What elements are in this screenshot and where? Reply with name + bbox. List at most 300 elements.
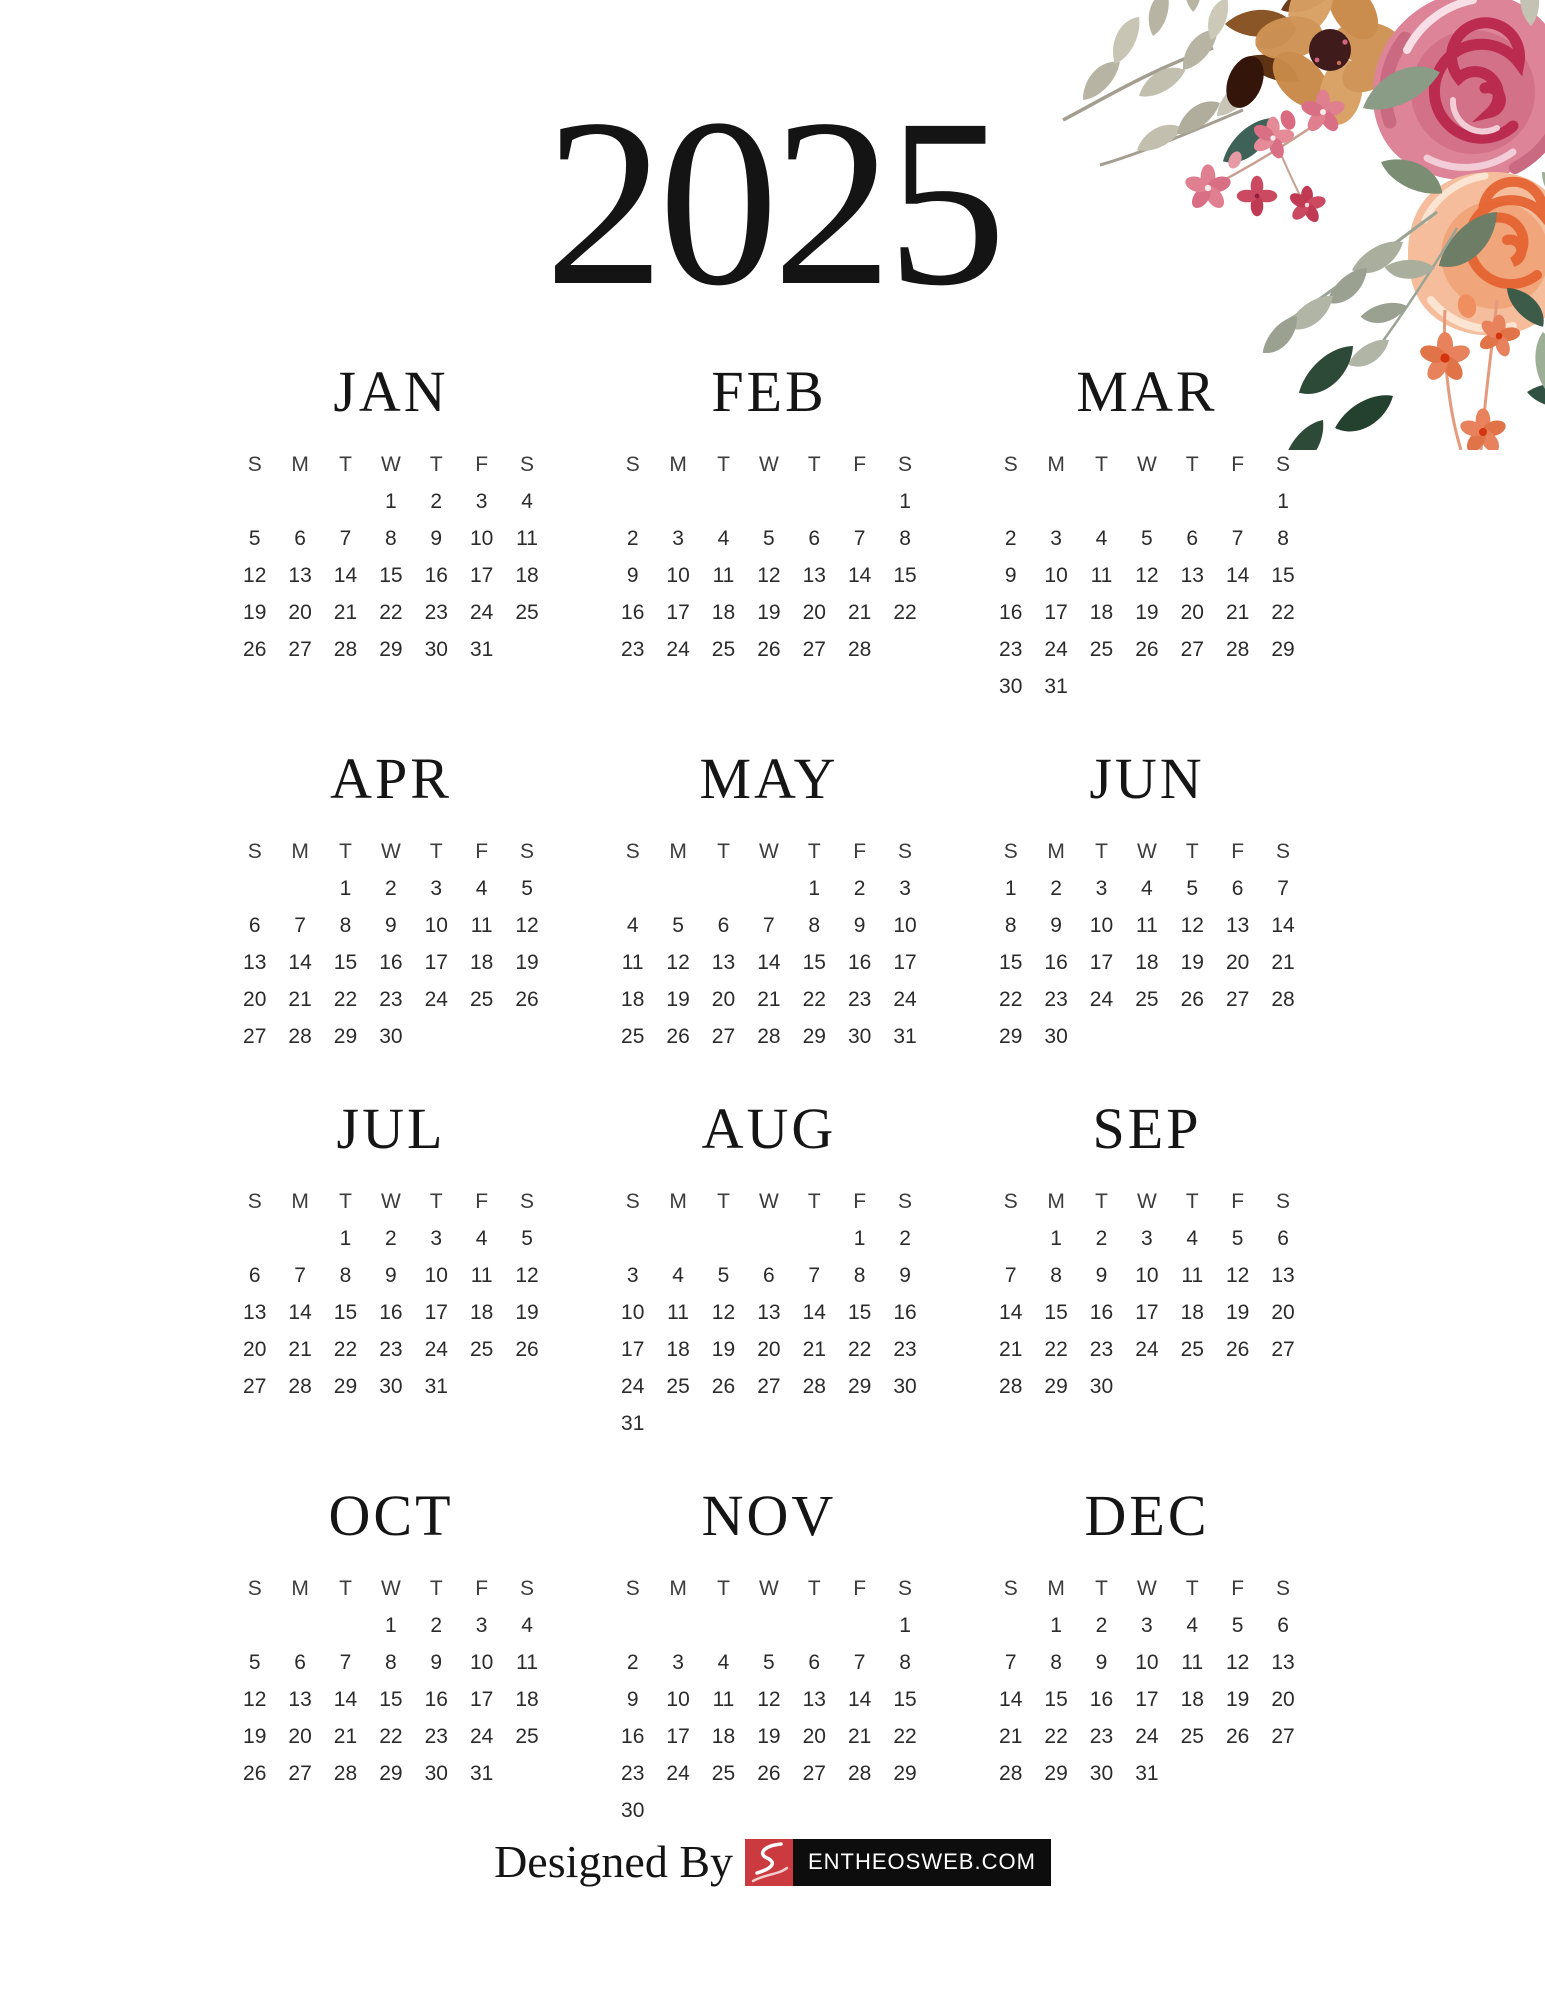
weekday-header: F <box>475 1189 489 1213</box>
day-cell: 25 <box>1180 1724 1204 1748</box>
day-cell: 14 <box>288 1300 312 1324</box>
day-cell: 15 <box>333 950 358 974</box>
day-cell: 20 <box>802 600 826 624</box>
day-cell-empty <box>610 483 655 520</box>
day-cell: 6 <box>1231 876 1244 900</box>
day-cell: 17 <box>424 950 448 974</box>
day-cell: 22 <box>1271 600 1295 624</box>
day-cell: 22 <box>379 600 403 624</box>
weekday-header: W <box>1136 1189 1157 1213</box>
day-cell: 20 <box>288 600 312 624</box>
day-cell-empty <box>232 870 277 907</box>
month-title: FEB <box>711 359 827 424</box>
month-title: JAN <box>333 359 449 424</box>
day-cell: 13 <box>757 1300 781 1324</box>
day-cell-empty <box>1260 1755 1305 1792</box>
day-cell: 19 <box>515 1300 539 1324</box>
day-cell: 16 <box>1089 1687 1114 1711</box>
day-cell: 22 <box>333 987 358 1011</box>
day-cell-empty <box>746 1792 791 1829</box>
day-cell: 27 <box>802 1761 826 1785</box>
weekday-header: W <box>758 1189 779 1213</box>
day-cell: 2 <box>1095 1613 1108 1637</box>
weekday-header: M <box>1047 1576 1065 1600</box>
day-cell-empty <box>1079 483 1124 520</box>
day-cell: 27 <box>288 637 312 661</box>
day-cell: 10 <box>621 1300 645 1324</box>
day-cell: 10 <box>666 1687 690 1711</box>
day-cell: 2 <box>626 526 639 550</box>
day-cell: 13 <box>802 563 826 587</box>
day-cell: 27 <box>757 1374 781 1398</box>
day-cell-empty <box>746 1607 791 1644</box>
day-cell: 3 <box>1141 1226 1153 1250</box>
weekday-header: F <box>853 839 867 863</box>
day-cell: 13 <box>1180 563 1204 587</box>
day-cell: 7 <box>339 1650 352 1674</box>
day-cell: 8 <box>1004 913 1017 937</box>
day-cell: 17 <box>424 1300 448 1324</box>
day-cell: 1 <box>1050 1226 1062 1250</box>
day-cell: 21 <box>333 1724 358 1748</box>
month-title: MAR <box>1076 359 1218 424</box>
weekday-header: M <box>1047 1189 1065 1213</box>
day-cell: 17 <box>666 1724 690 1748</box>
day-cell-empty <box>655 870 700 907</box>
day-cell: 31 <box>469 637 494 661</box>
day-cell-empty <box>655 1607 700 1644</box>
day-cell: 27 <box>243 1374 267 1398</box>
day-cell: 9 <box>430 526 443 550</box>
day-cell: 29 <box>1271 637 1295 661</box>
weekday-header: S <box>1003 1189 1018 1213</box>
day-cell: 24 <box>424 1337 448 1361</box>
weekday-header: S <box>625 452 640 476</box>
day-cell-empty <box>277 483 322 520</box>
day-cell: 8 <box>339 1263 352 1287</box>
day-cell: 8 <box>853 1263 866 1287</box>
day-cell: 4 <box>672 1263 684 1287</box>
day-cell: 25 <box>469 987 494 1011</box>
day-cell-empty <box>746 1220 791 1257</box>
day-cell: 3 <box>1095 876 1108 900</box>
day-cell-empty <box>1215 1018 1260 1055</box>
month-block <box>988 746 1306 1055</box>
day-cell-empty <box>792 1405 837 1442</box>
day-cell: 18 <box>1089 600 1114 624</box>
weekday-header: S <box>520 452 535 476</box>
day-cell: 30 <box>379 1374 403 1398</box>
day-cell: 5 <box>248 526 261 550</box>
day-cell: 9 <box>899 1263 911 1287</box>
day-cell: 15 <box>802 950 826 974</box>
month-title: NOV <box>701 1483 837 1548</box>
day-cell: 30 <box>1089 1761 1114 1785</box>
day-cell: 1 <box>1050 1613 1062 1637</box>
day-cell: 29 <box>1044 1761 1068 1785</box>
weekday-header: S <box>1003 452 1018 476</box>
month-table <box>232 446 550 668</box>
day-cell: 4 <box>475 876 488 900</box>
weekday-header: M <box>291 839 309 863</box>
day-cell-empty <box>792 483 837 520</box>
weekday-header: S <box>1276 1189 1291 1213</box>
day-cell: 13 <box>243 950 267 974</box>
weekday-header: T <box>429 839 443 863</box>
day-cell: 5 <box>1231 1613 1244 1637</box>
weekday-header: F <box>853 1189 867 1213</box>
entheosweb-swoosh-icon <box>745 1839 793 1886</box>
day-cell: 15 <box>847 1300 872 1324</box>
day-cell: 14 <box>802 1300 826 1324</box>
day-cell: 6 <box>808 526 821 550</box>
day-cell: 9 <box>853 913 866 937</box>
day-cell: 25 <box>1135 987 1159 1011</box>
month-block <box>988 1483 1306 1829</box>
day-cell: 16 <box>424 563 448 587</box>
day-cell: 17 <box>469 563 494 587</box>
day-cell: 28 <box>1225 637 1250 661</box>
day-cell: 10 <box>1135 1650 1159 1674</box>
weekday-header: M <box>1047 839 1065 863</box>
weekday-header: T <box>1185 1189 1199 1213</box>
day-cell-empty <box>277 1220 322 1257</box>
day-cell: 20 <box>757 1337 781 1361</box>
day-cell: 23 <box>893 1337 917 1361</box>
day-cell: 28 <box>847 637 872 661</box>
day-cell: 30 <box>1089 1374 1114 1398</box>
day-cell: 29 <box>1044 1374 1068 1398</box>
day-cell: 4 <box>1186 1226 1199 1250</box>
day-cell: 21 <box>847 1724 872 1748</box>
day-cell: 23 <box>621 637 645 661</box>
day-cell: 12 <box>666 950 690 974</box>
weekday-header: S <box>247 1189 262 1213</box>
day-cell: 29 <box>847 1374 872 1398</box>
day-cell: 23 <box>1089 1337 1114 1361</box>
weekday-header: F <box>475 839 489 863</box>
day-cell: 11 <box>1181 1650 1204 1674</box>
day-cell: 17 <box>621 1337 645 1361</box>
weekday-header: M <box>291 1576 309 1600</box>
day-cell-empty <box>504 1018 549 1055</box>
day-cell: 18 <box>621 987 645 1011</box>
weekday-header: W <box>758 839 779 863</box>
day-cell-empty <box>414 1018 459 1055</box>
day-cell: 16 <box>999 600 1023 624</box>
day-cell: 15 <box>1044 1687 1068 1711</box>
day-cell: 11 <box>621 950 644 974</box>
day-cell: 25 <box>1180 1337 1204 1361</box>
day-cell: 17 <box>1135 1687 1159 1711</box>
day-cell-empty <box>459 1018 504 1055</box>
weekday-header: T <box>339 839 352 863</box>
day-cell-empty <box>655 1792 700 1829</box>
month-table <box>232 1570 550 1792</box>
entheosweb-wordmark <box>793 1839 1051 1886</box>
day-cell: 15 <box>1271 563 1295 587</box>
month-table <box>610 446 928 668</box>
weekday-header: S <box>625 1189 640 1213</box>
day-cell-empty <box>610 1607 655 1644</box>
day-cell: 14 <box>1225 563 1250 587</box>
day-cell: 1 <box>339 876 352 900</box>
day-cell: 16 <box>424 1687 448 1711</box>
weekday-header: S <box>898 1189 913 1213</box>
weekday-header: M <box>669 452 687 476</box>
day-cell-empty <box>1170 1368 1215 1405</box>
day-cell: 29 <box>379 1761 403 1785</box>
day-cell: 3 <box>672 526 684 550</box>
day-cell-empty <box>1215 1368 1260 1405</box>
day-cell-empty <box>459 1368 504 1405</box>
month-table <box>988 1183 1306 1405</box>
day-cell: 4 <box>717 1650 730 1674</box>
day-cell: 7 <box>853 1650 866 1674</box>
month-block <box>610 359 928 705</box>
day-cell: 16 <box>1089 1300 1114 1324</box>
day-cell: 23 <box>999 637 1023 661</box>
weekday-header: S <box>898 1576 913 1600</box>
day-cell: 18 <box>666 1337 690 1361</box>
day-cell: 19 <box>515 950 539 974</box>
day-cell: 4 <box>1095 526 1108 550</box>
day-cell: 11 <box>1135 913 1158 937</box>
day-cell: 4 <box>717 526 730 550</box>
day-cell: 25 <box>666 1374 690 1398</box>
day-cell-empty <box>610 870 655 907</box>
day-cell-empty <box>792 1607 837 1644</box>
day-cell: 26 <box>1180 987 1204 1011</box>
day-cell: 8 <box>899 526 911 550</box>
day-cell: 20 <box>1271 1687 1295 1711</box>
day-cell: 10 <box>893 913 917 937</box>
day-cell: 16 <box>379 1300 403 1324</box>
day-cell: 25 <box>1089 637 1114 661</box>
weekday-header: T <box>1185 1576 1199 1600</box>
day-cell: 28 <box>847 1761 872 1785</box>
day-cell-empty <box>1170 483 1215 520</box>
weekday-header: F <box>853 452 867 476</box>
day-cell-empty <box>232 1607 277 1644</box>
day-cell: 11 <box>712 563 735 587</box>
month-block <box>232 746 550 1055</box>
day-cell-empty <box>988 483 1033 520</box>
day-cell: 20 <box>711 987 736 1011</box>
day-cell: 9 <box>430 1650 443 1674</box>
day-cell-empty <box>701 1220 746 1257</box>
day-cell: 19 <box>1225 1687 1250 1711</box>
day-cell: 10 <box>424 1263 448 1287</box>
day-cell-empty <box>837 1792 882 1829</box>
day-cell: 14 <box>999 1300 1023 1324</box>
day-cell: 24 <box>666 637 690 661</box>
day-cell: 21 <box>1271 950 1295 974</box>
day-cell: 2 <box>1050 876 1062 900</box>
day-cell-empty <box>701 1792 746 1829</box>
weekday-header: S <box>625 1576 640 1600</box>
day-cell: 10 <box>469 526 494 550</box>
weekday-header: M <box>1047 452 1065 476</box>
day-cell: 19 <box>243 1724 267 1748</box>
day-cell: 5 <box>763 1650 775 1674</box>
day-cell: 31 <box>1135 1761 1159 1785</box>
month-title: DEC <box>1084 1483 1210 1548</box>
month-block <box>232 359 550 705</box>
day-cell: 30 <box>424 637 448 661</box>
day-cell: 8 <box>339 913 352 937</box>
day-cell: 5 <box>717 1263 730 1287</box>
weekday-header: F <box>1231 1189 1245 1213</box>
day-cell: 7 <box>1231 526 1244 550</box>
day-cell: 15 <box>379 563 403 587</box>
entheosweb-logo-text: ENTHEOSWEB.COM <box>808 1849 1036 1874</box>
day-cell: 8 <box>385 1650 397 1674</box>
weekday-header: S <box>898 839 913 863</box>
day-cell: 3 <box>475 1613 488 1637</box>
day-cell: 12 <box>1135 563 1159 587</box>
day-cell: 10 <box>1135 1263 1159 1287</box>
day-cell: 24 <box>621 1374 645 1398</box>
day-cell: 16 <box>621 600 645 624</box>
day-cell-empty <box>792 1792 837 1829</box>
day-cell: 13 <box>1271 1650 1295 1674</box>
day-cell: 18 <box>1135 950 1159 974</box>
weekday-header: W <box>380 1576 401 1600</box>
month-title: JUN <box>1089 746 1205 811</box>
day-cell: 1 <box>339 1226 352 1250</box>
month-table <box>232 1183 550 1405</box>
day-cell: 19 <box>1225 1300 1250 1324</box>
month-title: MAY <box>699 746 839 811</box>
weekday-header: S <box>1276 1576 1291 1600</box>
day-cell: 4 <box>1186 1613 1199 1637</box>
day-cell: 12 <box>515 1263 539 1287</box>
designed-by-text: Designed By <box>494 1836 733 1887</box>
month-table <box>610 1570 928 1829</box>
weekday-header: T <box>1095 1189 1108 1213</box>
day-cell: 24 <box>1089 987 1114 1011</box>
day-cell: 6 <box>1277 1226 1289 1250</box>
day-cell: 26 <box>666 1024 690 1048</box>
day-cell: 27 <box>1180 637 1204 661</box>
weekday-header: T <box>1095 839 1108 863</box>
day-cell: 22 <box>333 1337 358 1361</box>
day-cell: 12 <box>757 1687 781 1711</box>
day-cell-empty <box>882 631 927 668</box>
weekday-header: T <box>807 1576 821 1600</box>
day-cell: 12 <box>757 563 781 587</box>
day-cell: 29 <box>893 1761 917 1785</box>
day-cell-empty <box>882 1405 927 1442</box>
day-cell: 25 <box>711 637 736 661</box>
weekday-header: T <box>1095 1576 1108 1600</box>
day-cell: 3 <box>626 1263 639 1287</box>
day-cell: 18 <box>515 563 539 587</box>
day-cell: 31 <box>893 1024 917 1048</box>
day-cell: 27 <box>288 1761 312 1785</box>
weekday-header: T <box>807 1189 821 1213</box>
day-cell-empty <box>837 1607 882 1644</box>
day-cell: 30 <box>379 1024 403 1048</box>
day-cell: 8 <box>899 1650 911 1674</box>
day-cell: 9 <box>626 1687 639 1711</box>
day-cell: 23 <box>621 1761 645 1785</box>
day-cell-empty <box>1260 668 1305 705</box>
weekday-header: W <box>380 839 401 863</box>
weekday-header: W <box>1136 1576 1157 1600</box>
day-cell-empty <box>746 1405 791 1442</box>
day-cell-empty <box>882 1792 927 1829</box>
day-cell: 5 <box>521 1226 533 1250</box>
day-cell: 5 <box>1186 876 1199 900</box>
day-cell: 1 <box>1277 489 1289 513</box>
day-cell: 17 <box>1089 950 1114 974</box>
weekday-header: M <box>669 839 687 863</box>
weekday-header: T <box>1185 452 1199 476</box>
day-cell: 25 <box>515 600 539 624</box>
weekday-header: T <box>717 1576 730 1600</box>
weekday-header: S <box>1276 452 1291 476</box>
day-cell: 26 <box>1135 637 1159 661</box>
day-cell: 5 <box>1231 1226 1244 1250</box>
day-cell: 14 <box>288 950 312 974</box>
day-cell-empty <box>1170 1755 1215 1792</box>
day-cell-empty <box>655 483 700 520</box>
day-cell: 11 <box>470 1263 493 1287</box>
day-cell: 24 <box>469 600 494 624</box>
day-cell: 22 <box>1044 1724 1068 1748</box>
day-cell-empty <box>1079 1018 1124 1055</box>
day-cell: 7 <box>853 526 866 550</box>
day-cell-empty <box>1170 1018 1215 1055</box>
day-cell: 13 <box>802 1687 826 1711</box>
day-cell: 8 <box>1050 1263 1062 1287</box>
day-cell: 19 <box>1135 600 1159 624</box>
day-cell-empty <box>504 631 549 668</box>
day-cell: 23 <box>379 987 403 1011</box>
day-cell: 19 <box>757 1724 781 1748</box>
day-cell: 10 <box>666 563 690 587</box>
day-cell: 12 <box>515 913 539 937</box>
day-cell: 30 <box>1044 1024 1068 1048</box>
day-cell: 6 <box>717 913 730 937</box>
weekday-header: T <box>717 839 730 863</box>
day-cell: 23 <box>1044 987 1068 1011</box>
day-cell: 11 <box>516 1650 538 1674</box>
day-cell: 28 <box>1271 987 1295 1011</box>
day-cell-empty <box>1170 668 1215 705</box>
day-cell-empty <box>1215 668 1260 705</box>
month-title: AUG <box>701 1096 837 1161</box>
day-cell: 29 <box>999 1024 1023 1048</box>
day-cell-empty <box>1260 1368 1305 1405</box>
day-cell: 1 <box>853 1226 866 1250</box>
day-cell: 21 <box>802 1337 826 1361</box>
weekday-header: W <box>1136 452 1157 476</box>
day-cell: 31 <box>621 1411 645 1435</box>
day-cell: 18 <box>711 600 736 624</box>
day-cell: 23 <box>1089 1724 1114 1748</box>
weekday-header: M <box>669 1576 687 1600</box>
day-cell: 12 <box>711 1300 736 1324</box>
day-cell: 25 <box>469 1337 494 1361</box>
day-cell: 12 <box>1225 1263 1250 1287</box>
day-cell: 11 <box>1090 563 1113 587</box>
day-cell: 22 <box>999 987 1023 1011</box>
day-cell: 14 <box>333 1687 358 1711</box>
weekday-header: S <box>247 452 262 476</box>
